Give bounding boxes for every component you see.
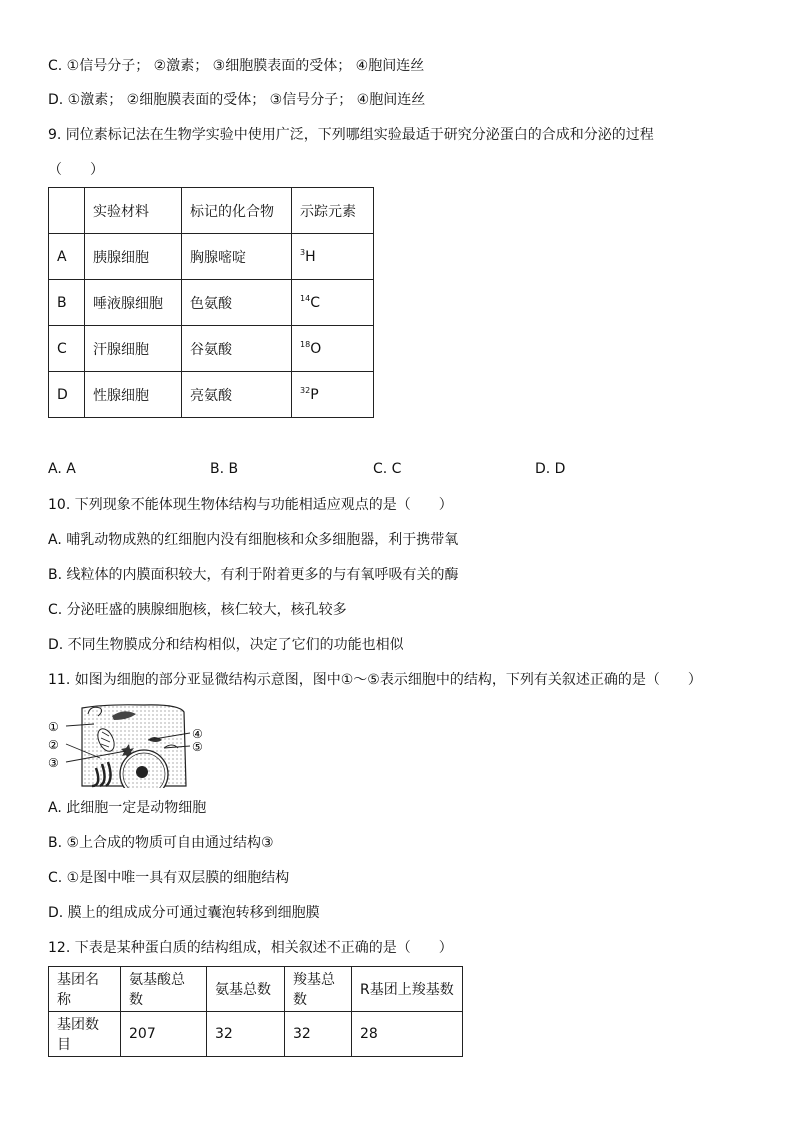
header-cell: R基团上羧基数 — [352, 967, 463, 1012]
material-cell: 唾液腺细胞 — [85, 280, 182, 326]
material-cell: 胰腺细胞 — [85, 234, 182, 280]
header-cell: 氨基酸总数 — [121, 967, 207, 1012]
isotope-cell — [292, 234, 374, 280]
q11-option-a: A. 此细胞一定是动物细胞 — [48, 800, 207, 816]
q11-option-b: B. ⑤上合成的物质可自由通过结构③ — [48, 835, 274, 851]
compound-cell: 色氨酸 — [182, 280, 292, 326]
compound-cell: 胸腺嘧啶 — [182, 234, 292, 280]
q8-option-c: C. ①信号分子； ②激素； ③细胞膜表面的受体； ④胞间连丝 — [48, 58, 425, 74]
q9-options — [48, 461, 608, 479]
isotope-cell — [292, 372, 374, 418]
row-label: A — [49, 234, 85, 280]
table-header-row — [49, 967, 463, 1012]
header-cell: 标记的化合物 — [182, 188, 292, 234]
q8-option-d: D. ①激素； ②细胞膜表面的受体； ③信号分子； ④胞间连丝 — [48, 92, 426, 108]
table-row — [49, 1012, 463, 1057]
material-cell: 汗腺细胞 — [85, 326, 182, 372]
label-5: ⑤ — [192, 740, 203, 754]
material-cell: 性腺细胞 — [85, 372, 182, 418]
header-cell: 基团名称 — [49, 967, 121, 1012]
label-4: ④ — [192, 727, 203, 741]
table-cell: 207 — [121, 1012, 207, 1057]
table-row — [49, 234, 374, 280]
header-cell: 示踪元素 — [292, 188, 374, 234]
q11-option-c: C. ①是图中唯一具有双层膜的细胞结构 — [48, 870, 290, 886]
label-1: ① — [48, 720, 59, 734]
compound-cell: 谷氨酸 — [182, 326, 292, 372]
q9-option-b: B. B — [210, 461, 239, 477]
row-label: C — [49, 326, 85, 372]
nucleolus — [136, 766, 148, 778]
compound-cell: 亮氨酸 — [182, 372, 292, 418]
q9-stem: 9. 同位素标记法在生物学实验中使用广泛，下列哪组实验最适于研究分泌蛋白的合成和分泌的过程 — [48, 127, 654, 143]
q9-option-c: C. C — [373, 461, 402, 477]
table-row — [49, 280, 374, 326]
row-label: D — [49, 372, 85, 418]
cell-structure-diagram — [44, 702, 220, 788]
q12-stem: 12. 下表是某种蛋白质的结构组成，相关叙述不正确的是（ ） — [48, 940, 453, 956]
q9-answer-paren: （ ） — [48, 162, 104, 178]
header-cell: 实验材料 — [85, 188, 182, 234]
isotope-element: H — [305, 249, 316, 265]
q10-option-c: C. 分泌旺盛的胰腺细胞核，核仁较大，核孔较多 — [48, 602, 347, 618]
isotope-cell — [292, 326, 374, 372]
q9-table — [48, 187, 374, 418]
isotope-mass: 3 — [300, 248, 306, 257]
q9-option-a: A. A — [48, 461, 76, 477]
isotope-mass: 32 — [300, 386, 311, 395]
isotope-mass: 14 — [300, 294, 311, 303]
q10-option-b: B. 线粒体的内膜面积较大，有利于附着更多的与有氧呼吸有关的酶 — [48, 567, 459, 583]
header-cell: 氨基总数 — [207, 967, 285, 1012]
header-cell: 羧基总数 — [285, 967, 352, 1012]
table-cell: 32 — [285, 1012, 352, 1057]
q11-stem: 11. 如图为细胞的部分亚显微结构示意图，图中①～⑤表示细胞中的结构，下列有关叙述正确的是（ ） — [48, 672, 702, 688]
isotope-element: C — [310, 295, 320, 311]
isotope-element: P — [310, 387, 319, 403]
q9-option-d: D. D — [535, 461, 566, 477]
isotope-mass: 18 — [300, 340, 311, 349]
row-label: B — [49, 280, 85, 326]
table-header-row — [49, 188, 374, 234]
isotope-element: O — [310, 341, 322, 357]
table-row — [49, 372, 374, 418]
table-row — [49, 326, 374, 372]
q12-table — [48, 966, 463, 1057]
row-label: 基团数目 — [49, 1012, 121, 1057]
q10-option-d: D. 不同生物膜成分和结构相似，决定了它们的功能也相似 — [48, 637, 404, 653]
label-3: ③ — [48, 756, 59, 770]
q10-stem: 10. 下列现象不能体现生物体结构与功能相适应观点的是（ ） — [48, 497, 453, 513]
q10-option-a: A. 哺乳动物成熟的红细胞内没有细胞核和众多细胞器，利于携带氧 — [48, 532, 459, 548]
table-cell: 28 — [352, 1012, 463, 1057]
table-cell: 32 — [207, 1012, 285, 1057]
q11-option-d: D. 膜上的组成成分可通过囊泡转移到细胞膜 — [48, 905, 320, 921]
header-cell — [49, 188, 85, 234]
isotope-cell — [292, 280, 374, 326]
label-2: ② — [48, 738, 59, 752]
